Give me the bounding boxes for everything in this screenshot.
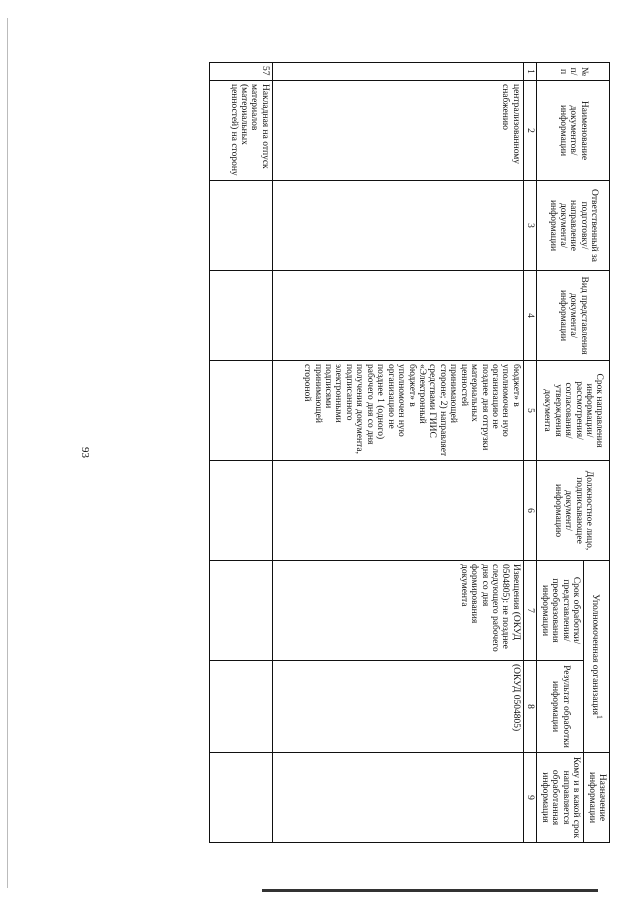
- row-document-name: централизованному снабжению: [272, 81, 523, 181]
- row-responsible: [209, 181, 272, 271]
- column-number: 6: [523, 461, 536, 561]
- column-number: 5: [523, 361, 536, 461]
- row-number: [272, 63, 523, 81]
- scan-bottom-bar: [262, 889, 598, 892]
- row-deadline: [209, 361, 272, 461]
- row-recipient-term: [209, 753, 272, 843]
- header-recipient-term: Кому и в какой срок направляется обработанная информация: [537, 753, 584, 843]
- row-processing-result: (ОКУД 0504805): [272, 661, 523, 753]
- row-document-name: Накладная на отпуск материалов (материальных ценностей) на сторону: [209, 81, 272, 181]
- table-row: [209, 63, 272, 843]
- column-number: 2: [523, 81, 536, 181]
- header-authorized-organization-label: Уполномоченная организация: [590, 594, 601, 715]
- scan-edge-line: [7, 18, 8, 888]
- row-recipient-term: [272, 753, 523, 843]
- row-processing-result: [209, 661, 272, 753]
- rotated-table-sheet: [155, 62, 610, 842]
- column-number: 8: [523, 661, 536, 753]
- header-responsible: Ответственный за подготовку/ направление документа/ информации: [537, 181, 610, 271]
- row-signer: [209, 461, 272, 561]
- row-representation-form: [272, 271, 523, 361]
- row-processing-term: [209, 561, 272, 661]
- header-number: № п/п: [537, 63, 610, 81]
- column-number: 1: [523, 63, 536, 81]
- row-representation-form: [209, 271, 272, 361]
- information-flow-table: [209, 62, 610, 843]
- header-information-destination: Назначение информации: [584, 753, 610, 843]
- header-signer: Должностное лицо, подписывающее документ/ информацию: [537, 461, 610, 561]
- header-document-name: Наименование документов/ информации: [537, 81, 610, 181]
- row-deadline: бюджет» в уполномочен ную организацию не позднее дня отгрузки материальных ценностей принимающей стороне; 2) направляет средствами ГИИС «Электронный бюджет» в уполномочен ную организацию не позднее 1 (одного) рабочего дня со дня получения документа, подписанного электронными подписями принимающей стороной: [272, 361, 523, 461]
- header-representation-form: Вид представления документа/ информации: [537, 271, 610, 361]
- column-number: 7: [523, 561, 536, 661]
- row-processing-term: Извещения (ОКУД 0504805): не позднее следующего рабочего дня со дня формирования документа: [272, 561, 523, 661]
- header-processing-term: Срок обработки/ представления/ преобразования информации: [537, 561, 584, 661]
- header-processing-result: Результат обработки информации: [537, 661, 584, 753]
- column-number: 4: [523, 271, 536, 361]
- column-number: 3: [523, 181, 536, 271]
- column-number-row: [523, 63, 536, 843]
- header-row-1: [584, 63, 610, 843]
- footnote-marker: 1: [595, 714, 605, 719]
- page-number: 93: [79, 447, 91, 458]
- row-number: 57: [209, 63, 272, 81]
- column-number: 9: [523, 753, 536, 843]
- header-authorized-organization: [584, 561, 610, 753]
- row-responsible: [272, 181, 523, 271]
- row-signer: [272, 461, 523, 561]
- table-row: [272, 63, 523, 843]
- header-deadline: Срок направления информации/ рассмотрения/ согласования/ утверждения документа: [537, 361, 610, 461]
